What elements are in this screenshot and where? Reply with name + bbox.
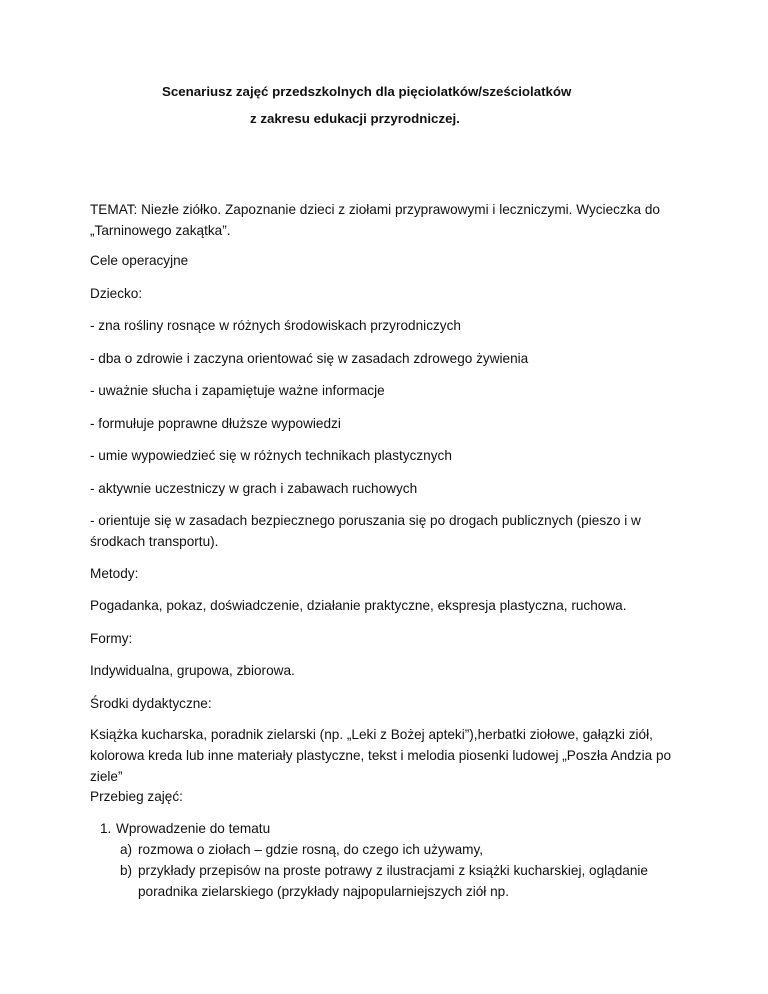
course-substep (116, 839, 680, 860)
course-step-number: 1. (100, 821, 112, 836)
forms-heading: Formy: (90, 631, 133, 646)
course-substeps-list (116, 839, 680, 902)
goals-subheading: Dziecko: (90, 286, 143, 301)
goals-heading: Cele operacyjne (90, 253, 189, 268)
document-title-line-2: z zakresu edukacji przyrodniczej. (250, 111, 460, 126)
materials-heading: Środki dydaktyczne: (90, 696, 212, 711)
materials-text: Książka kucharska, poradnik zielarski (np. „Leki z Bożej apteki”),herbatki ziołowe, gałązki ziół, kolorowa kreda lub inne materiały plastyczne, tekst i melodia piosenki ludowej „Poszła Andzia po ziele” (90, 727, 672, 784)
goal-item: - zna rośliny rosnące w różnych środowiskach przyrodniczych (90, 318, 461, 333)
goal-item: - aktywnie uczestniczy w grach i zabawach ruchowych (90, 481, 418, 496)
substep-marker: b) (120, 863, 133, 878)
course-heading: Przebieg zajęć: (90, 789, 183, 804)
course-step-label: Wprowadzenie do tematu (116, 821, 271, 836)
goal-item: - uważnie słucha i zapamiętuje ważne informacje (90, 383, 385, 398)
course-step (90, 818, 680, 902)
topic-paragraph: TEMAT: Niezłe ziółko. Zapoznanie dzieci z ziołami przyprawowymi i leczniczymi. Wycieczka do „Tarninowego zakątka”. (90, 202, 660, 238)
goal-item: - dba o zdrowie i zaczyna orientować się w zasadach zdrowego żywienia (90, 351, 529, 366)
goal-item: - umie wypowiedzieć się w różnych technikach plastycznych (90, 448, 452, 463)
methods-text: Pogadanka, pokaz, doświadczenie, działanie praktyczne, ekspresja plastyczna, ruchowa. (90, 598, 627, 613)
methods-heading: Metody: (90, 566, 139, 581)
substep-text: rozmowa o ziołach – gdzie rosną, do czego ich używamy, (138, 842, 484, 857)
document-title-line-1: Scenariusz zajęć przedszkolnych dla pięciolatków/sześciolatków (162, 84, 572, 99)
substep-text: przykłady przepisów na proste potrawy z ilustracjami z książki kucharskiej, oglądanie poradnika zielarskiego (przykłady najpopularniejszych ziół np. (138, 863, 648, 899)
goal-item: - orientuje się w zasadach bezpiecznego poruszania się po drogach publicznych (pieszo i w środkach transportu). (90, 513, 641, 549)
course-steps-list (90, 818, 680, 902)
goal-item: - formułuje poprawne dłuższe wypowiedzi (90, 416, 341, 431)
course-substep (116, 860, 680, 902)
substep-marker: a) (120, 842, 133, 857)
forms-text: Indywidualna, grupowa, zbiorowa. (90, 663, 295, 678)
